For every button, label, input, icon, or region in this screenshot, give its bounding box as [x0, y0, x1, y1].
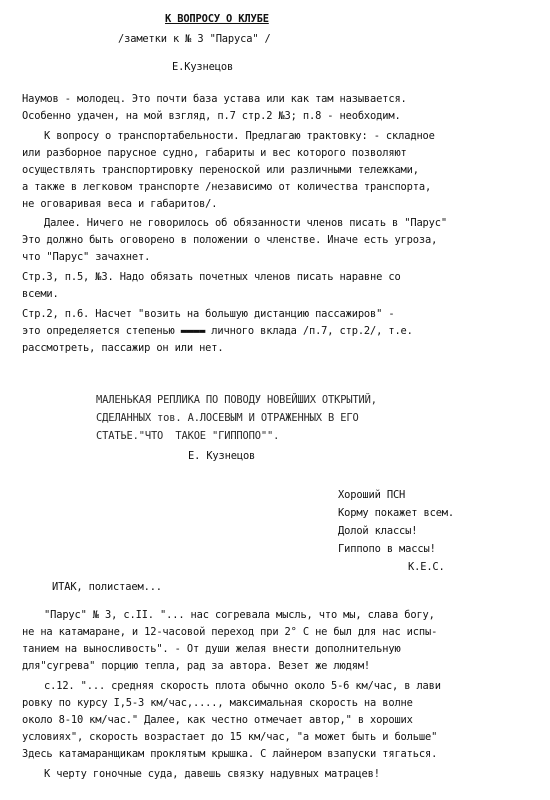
text-line: танием на выносливость". - От души желая внести дополнительную	[22, 643, 401, 655]
text-line: что "Парус" зачахнет.	[22, 251, 151, 263]
text-line: Особенно удачен, на мой взгляд, п.7 стр.2 №3; п.8 - необходим.	[22, 110, 401, 122]
text-line: Это должно быть оговорено в положении о членстве. Иначе есть угроза,	[22, 234, 438, 246]
text-line: Далее. Ничего не говорилось об обязанности членов писать в "Парус"	[44, 217, 447, 229]
text-line: Здесь катамаранщикам проклятым крышка. С лайнером взапуски тягаться.	[22, 748, 438, 760]
epigraph-signature: К.Е.С.	[408, 561, 445, 573]
notes-author: Е.Кузнецов	[172, 61, 234, 73]
text-line: с.12. "... средняя скорость плота обычно около 5-6 км/час, в лави	[44, 680, 441, 692]
text-line: не оговаривая веса и габаритов/.	[22, 198, 218, 210]
epigraph-line: Долой классы!	[338, 525, 418, 537]
notes-subtitle: /заметки к № 3 "Паруса" /	[118, 33, 271, 45]
text-line: всеми.	[22, 288, 59, 300]
text-line: К вопросу о транспортабельности. Предлагаю трактовку: - складное	[44, 130, 435, 142]
text-line: для"сугрева" порцию тепла, рад за автора. Везет же людям!	[22, 660, 371, 672]
text-line: условиях", скорость возрастает до 15 км/час, "а может быть и больше"	[22, 731, 438, 743]
text-line: не на катамаране, и 12-часовой переход при 2° С не был для нас испы-	[22, 626, 438, 638]
text-line: "Парус" № 3, с.II. "... нас согревала мысль, что мы, слава богу,	[44, 609, 435, 621]
text-line: К черту гоночные суда, давешь связку надувных матрацев!	[44, 768, 380, 780]
text-line: Стр.2, п.6. Насчет "возить на большую дистанцию пассажиров" -	[22, 308, 395, 320]
reply-author: Е. Кузнецов	[188, 450, 256, 462]
reply-heading-line: СТАТЬЕ."ЧТО ТАКОЕ "ГИППОПО"".	[96, 430, 280, 442]
text-line: Стр.3, п.5, №3. Надо обязать почетных членов писать наравне со	[22, 271, 401, 283]
text-line: ровку по курсу I,5-3 км/час,...., максимальная скорость на волне	[22, 697, 413, 709]
text-line: или разборное парусное судно, габариты и вес которого позволяют	[22, 147, 407, 159]
text-line: Наумов - молодец. Это почти база устава или как там называется.	[22, 93, 407, 105]
text-line: это определяется степенью ▬▬▬▬ личного вклада /п.7, стр.2/, т.е.	[22, 325, 413, 337]
text-line: рассмотреть, пассажир он или нет.	[22, 342, 224, 354]
reply-heading-line: СДЕЛАННЫХ тов. А.ЛОСЕВЫМ И ОТРАЖЕННЫХ В ЕГО	[96, 412, 359, 424]
epigraph-line: Корму покажет всем.	[338, 507, 455, 519]
text-line: около 8-10 км/час." Далее, как честно отмечает автор," в хороших	[22, 714, 413, 726]
text-line: осуществлять транспортировку переноской или различными тележками,	[22, 164, 419, 176]
text-line: ИТАК, полистаем...	[52, 581, 162, 593]
epigraph-line: Гиппопо в массы!	[338, 543, 436, 555]
epigraph-line: Хороший ПСН	[338, 489, 406, 501]
notes-title: К ВОПРОСУ О КЛУБЕ	[165, 13, 269, 25]
reply-heading-line: МАЛЕНЬКАЯ РЕПЛИКА ПО ПОВОДУ НОВЕЙШИХ ОТКРЫТИЙ,	[96, 394, 377, 406]
text-line: а также в легковом транспорте /независимо от количества транспорта,	[22, 181, 432, 193]
